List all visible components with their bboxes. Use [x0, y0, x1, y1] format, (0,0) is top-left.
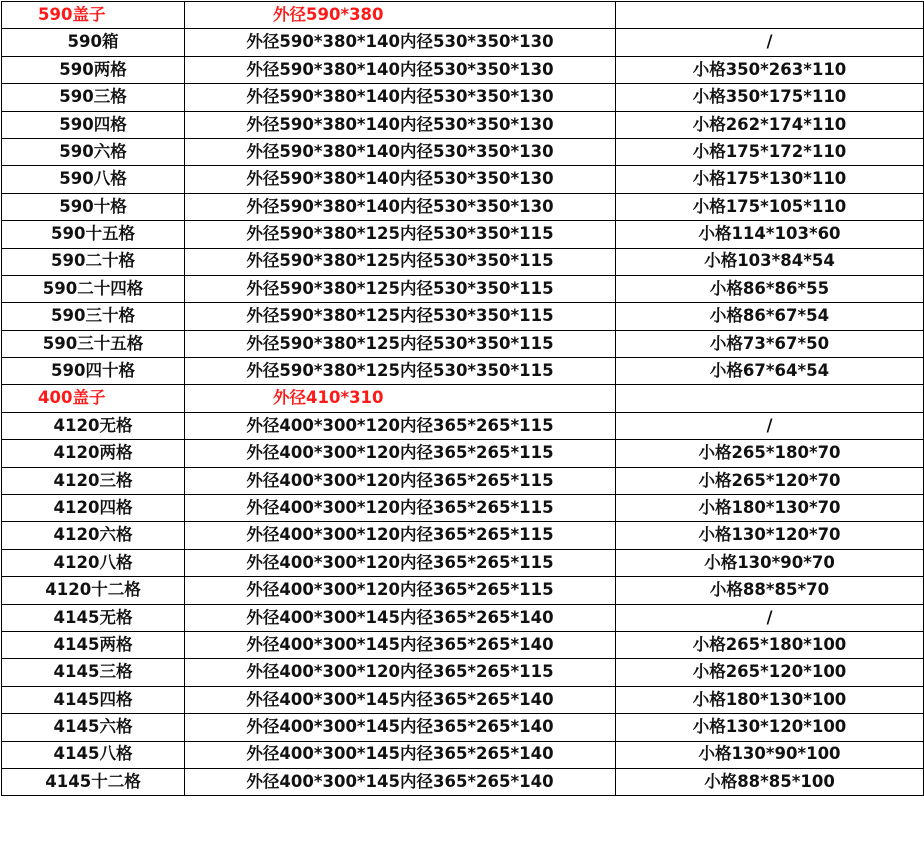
table-row [2, 741, 924, 768]
dimensions-cell: 外径590*380*125内径530*350*115 [185, 248, 616, 275]
dimensions-cell: 外径590*380*125内径530*350*115 [185, 358, 616, 385]
product-name-cell: 4145无格 [2, 604, 185, 631]
compartment-size-cell: 小格130*120*70 [616, 522, 924, 549]
compartment-size-cell: 小格73*67*50 [616, 330, 924, 357]
table-row [2, 631, 924, 658]
spec-table-body [2, 2, 924, 796]
product-name-cell: 590二十四格 [2, 275, 185, 302]
compartment-size-cell: 小格350*175*110 [616, 84, 924, 111]
compartment-size-cell: 小格265*180*70 [616, 440, 924, 467]
table-row [2, 29, 924, 56]
product-name-cell: 590十五格 [2, 221, 185, 248]
dimensions-cell: 外径400*300*120内径365*265*115 [185, 467, 616, 494]
product-name-cell: 4120十二格 [2, 577, 185, 604]
dimensions-cell: 外径590*380*140内径530*350*130 [185, 193, 616, 220]
product-name-cell: 590三格 [2, 84, 185, 111]
section-title: 590盖子 [2, 2, 185, 29]
compartment-size-cell: 小格88*85*100 [616, 768, 924, 795]
compartment-size-cell: / [616, 29, 924, 56]
table-row [2, 111, 924, 138]
compartment-size-cell: 小格265*180*100 [616, 631, 924, 658]
product-name-cell: 590六格 [2, 138, 185, 165]
dimensions-cell: 外径400*300*145内径365*265*140 [185, 714, 616, 741]
product-spec-table [1, 1, 924, 796]
section-header-row [2, 2, 924, 29]
dimensions-cell: 外径590*380*140内径530*350*130 [185, 111, 616, 138]
compartment-size-cell: 小格175*130*110 [616, 166, 924, 193]
compartment-size-cell: 小格88*85*70 [616, 577, 924, 604]
compartment-size-cell: 小格103*84*54 [616, 248, 924, 275]
table-row [2, 549, 924, 576]
dimensions-cell: 外径590*380*140内径530*350*130 [185, 56, 616, 83]
compartment-size-cell: 小格265*120*100 [616, 659, 924, 686]
compartment-size-cell: 小格180*130*100 [616, 686, 924, 713]
dimensions-cell: 外径400*300*120内径365*265*115 [185, 440, 616, 467]
table-row [2, 56, 924, 83]
dimensions-cell: 外径400*300*120内径365*265*115 [185, 412, 616, 439]
dimensions-cell: 外径400*300*145内径365*265*140 [185, 686, 616, 713]
table-row [2, 248, 924, 275]
compartment-size-cell: 小格175*105*110 [616, 193, 924, 220]
compartment-size-cell: 小格130*90*100 [616, 741, 924, 768]
compartment-size-cell: 小格180*130*70 [616, 495, 924, 522]
product-name-cell: 4120三格 [2, 467, 185, 494]
dimensions-cell: 外径400*300*145内径365*265*140 [185, 604, 616, 631]
dimensions-cell: 外径590*380*125内径530*350*115 [185, 303, 616, 330]
compartment-size-cell: 小格130*90*70 [616, 549, 924, 576]
table-row [2, 330, 924, 357]
product-name-cell: 4120六格 [2, 522, 185, 549]
compartment-size-cell: 小格262*174*110 [616, 111, 924, 138]
section-header-row [2, 385, 924, 412]
product-name-cell: 4120八格 [2, 549, 185, 576]
dimensions-cell: 外径590*380*140内径530*350*130 [185, 29, 616, 56]
dimensions-cell: 外径400*300*120内径365*265*115 [185, 659, 616, 686]
section-title: 400盖子 [2, 385, 185, 412]
dimensions-cell: 外径590*380*125内径530*350*115 [185, 330, 616, 357]
compartment-size-cell: / [616, 412, 924, 439]
product-name-cell: 4145四格 [2, 686, 185, 713]
compartment-size-cell: 小格350*263*110 [616, 56, 924, 83]
dimensions-cell: 外径400*300*120内径365*265*115 [185, 495, 616, 522]
table-row [2, 495, 924, 522]
table-row [2, 522, 924, 549]
product-name-cell: 4145八格 [2, 741, 185, 768]
product-name-cell: 590八格 [2, 166, 185, 193]
section-outer-size: 外径590*380 [185, 2, 616, 29]
dimensions-cell: 外径400*300*120内径365*265*115 [185, 522, 616, 549]
product-name-cell: 4120无格 [2, 412, 185, 439]
dimensions-cell: 外径400*300*145内径365*265*140 [185, 741, 616, 768]
product-name-cell: 590两格 [2, 56, 185, 83]
compartment-size-cell [616, 385, 924, 412]
dimensions-cell: 外径590*380*125内径530*350*115 [185, 275, 616, 302]
table-row [2, 467, 924, 494]
product-name-cell: 4120两格 [2, 440, 185, 467]
product-name-cell: 590四格 [2, 111, 185, 138]
compartment-size-cell [616, 2, 924, 29]
compartment-size-cell: 小格175*172*110 [616, 138, 924, 165]
table-row [2, 221, 924, 248]
section-outer-size: 外径410*310 [185, 385, 616, 412]
table-row [2, 166, 924, 193]
product-name-cell: 4120四格 [2, 495, 185, 522]
product-name-cell: 4145两格 [2, 631, 185, 658]
table-row [2, 84, 924, 111]
product-name-cell: 4145六格 [2, 714, 185, 741]
table-row [2, 275, 924, 302]
table-row [2, 412, 924, 439]
product-name-cell: 590二十格 [2, 248, 185, 275]
dimensions-cell: 外径590*380*140内径530*350*130 [185, 166, 616, 193]
compartment-size-cell: 小格67*64*54 [616, 358, 924, 385]
compartment-size-cell: 小格265*120*70 [616, 467, 924, 494]
table-row [2, 440, 924, 467]
product-name-cell: 4145三格 [2, 659, 185, 686]
table-row [2, 714, 924, 741]
dimensions-cell: 外径400*300*145内径365*265*140 [185, 631, 616, 658]
compartment-size-cell: 小格86*86*55 [616, 275, 924, 302]
table-row [2, 686, 924, 713]
table-row [2, 303, 924, 330]
table-row [2, 577, 924, 604]
table-row [2, 604, 924, 631]
table-row [2, 659, 924, 686]
compartment-size-cell: / [616, 604, 924, 631]
dimensions-cell: 外径400*300*120内径365*265*115 [185, 577, 616, 604]
table-row [2, 138, 924, 165]
product-name-cell: 590三十五格 [2, 330, 185, 357]
compartment-size-cell: 小格86*67*54 [616, 303, 924, 330]
compartment-size-cell: 小格130*120*100 [616, 714, 924, 741]
product-name-cell: 590三十格 [2, 303, 185, 330]
table-row [2, 193, 924, 220]
product-name-cell: 590四十格 [2, 358, 185, 385]
dimensions-cell: 外径590*380*140内径530*350*130 [185, 84, 616, 111]
dimensions-cell: 外径590*380*125内径530*350*115 [185, 221, 616, 248]
dimensions-cell: 外径400*300*120内径365*265*115 [185, 549, 616, 576]
compartment-size-cell: 小格114*103*60 [616, 221, 924, 248]
product-name-cell: 590十格 [2, 193, 185, 220]
dimensions-cell: 外径400*300*145内径365*265*140 [185, 768, 616, 795]
product-name-cell: 590箱 [2, 29, 185, 56]
table-row [2, 768, 924, 795]
table-row [2, 358, 924, 385]
product-name-cell: 4145十二格 [2, 768, 185, 795]
dimensions-cell: 外径590*380*140内径530*350*130 [185, 138, 616, 165]
